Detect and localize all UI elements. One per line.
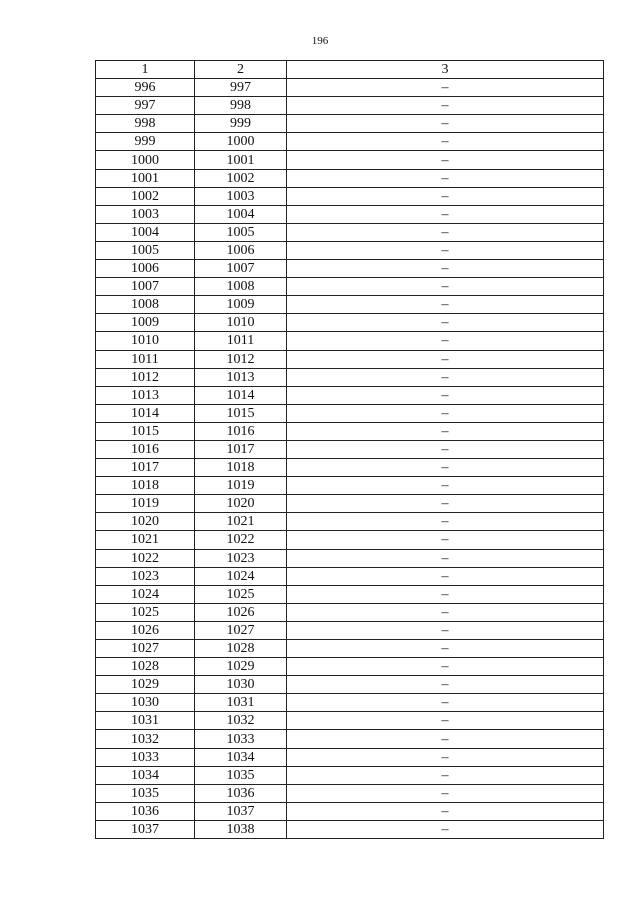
- cell-col1: 1001: [96, 169, 195, 187]
- cell-col1: 1010: [96, 332, 195, 350]
- cell-col1: 1020: [96, 513, 195, 531]
- cell-col2: 1034: [195, 748, 287, 766]
- cell-col2: 1010: [195, 314, 287, 332]
- column-header-2: 2: [195, 61, 287, 79]
- table-row: [96, 784, 604, 802]
- cell-col1: 1012: [96, 368, 195, 386]
- cell-col1: 1008: [96, 296, 195, 314]
- cell-col1: 1017: [96, 459, 195, 477]
- cell-col2: 1001: [195, 151, 287, 169]
- cell-col3: –: [287, 223, 604, 241]
- table-row: [96, 802, 604, 820]
- cell-col2: 1025: [195, 585, 287, 603]
- cell-col2: 1003: [195, 187, 287, 205]
- cell-col3: –: [287, 205, 604, 223]
- cell-col3: –: [287, 115, 604, 133]
- column-header-1: 1: [96, 61, 195, 79]
- cell-col2: 1012: [195, 350, 287, 368]
- cell-col3: –: [287, 332, 604, 350]
- cell-col1: 1021: [96, 531, 195, 549]
- cell-col1: 1011: [96, 350, 195, 368]
- cell-col2: 1015: [195, 404, 287, 422]
- cell-col3: –: [287, 820, 604, 838]
- cell-col3: –: [287, 97, 604, 115]
- cell-col1: 1003: [96, 205, 195, 223]
- cell-col2: 1005: [195, 223, 287, 241]
- cell-col2: 1007: [195, 260, 287, 278]
- cell-col2: 1038: [195, 820, 287, 838]
- cell-col3: –: [287, 477, 604, 495]
- table-row: [96, 440, 604, 458]
- cell-col2: 1022: [195, 531, 287, 549]
- cell-col2: 1030: [195, 676, 287, 694]
- table-row: [96, 513, 604, 531]
- table-row: [96, 730, 604, 748]
- cell-col2: 1008: [195, 278, 287, 296]
- cell-col3: –: [287, 531, 604, 549]
- cell-col2: 1020: [195, 495, 287, 513]
- table-row: [96, 205, 604, 223]
- cell-col3: –: [287, 766, 604, 784]
- cell-col2: 1009: [195, 296, 287, 314]
- column-header-3: 3: [287, 61, 604, 79]
- cell-col3: –: [287, 603, 604, 621]
- cell-col3: –: [287, 79, 604, 97]
- cell-col3: –: [287, 350, 604, 368]
- table-row: [96, 97, 604, 115]
- cell-col1: 1015: [96, 422, 195, 440]
- cell-col1: 998: [96, 115, 195, 133]
- cell-col1: 996: [96, 79, 195, 97]
- cell-col2: 1031: [195, 694, 287, 712]
- cell-col1: 1013: [96, 386, 195, 404]
- cell-col1: 1007: [96, 278, 195, 296]
- table-row: [96, 640, 604, 658]
- table-row: [96, 79, 604, 97]
- cell-col1: 1018: [96, 477, 195, 495]
- cell-col2: 1017: [195, 440, 287, 458]
- cell-col2: 1033: [195, 730, 287, 748]
- table-row: [96, 766, 604, 784]
- cell-col3: –: [287, 585, 604, 603]
- table-row: [96, 459, 604, 477]
- cell-col1: 1034: [96, 766, 195, 784]
- cell-col2: 1024: [195, 567, 287, 585]
- cell-col3: –: [287, 748, 604, 766]
- cell-col3: –: [287, 640, 604, 658]
- table-row: [96, 133, 604, 151]
- cell-col1: 1037: [96, 820, 195, 838]
- table-row: [96, 694, 604, 712]
- cell-col2: 1006: [195, 241, 287, 259]
- cell-col3: –: [287, 187, 604, 205]
- cell-col3: –: [287, 404, 604, 422]
- cell-col3: –: [287, 422, 604, 440]
- table-row: [96, 386, 604, 404]
- table-row: [96, 621, 604, 639]
- table-row: [96, 477, 604, 495]
- header-row: [96, 61, 604, 79]
- table-row: [96, 676, 604, 694]
- cell-col1: 1035: [96, 784, 195, 802]
- cell-col2: 1027: [195, 621, 287, 639]
- table-row: [96, 350, 604, 368]
- cell-col3: –: [287, 802, 604, 820]
- cell-col2: 1037: [195, 802, 287, 820]
- cell-col2: 1029: [195, 658, 287, 676]
- cell-col3: –: [287, 567, 604, 585]
- cell-col2: 1016: [195, 422, 287, 440]
- cell-col1: 1002: [96, 187, 195, 205]
- table-row: [96, 151, 604, 169]
- table-row: [96, 278, 604, 296]
- table-row: [96, 404, 604, 422]
- cell-col3: –: [287, 151, 604, 169]
- cell-col1: 1032: [96, 730, 195, 748]
- cell-col3: –: [287, 386, 604, 404]
- cell-col3: –: [287, 368, 604, 386]
- cell-col3: –: [287, 694, 604, 712]
- table-row: [96, 567, 604, 585]
- cell-col3: –: [287, 730, 604, 748]
- cell-col2: 1002: [195, 169, 287, 187]
- cell-col2: 1032: [195, 712, 287, 730]
- cell-col2: 1004: [195, 205, 287, 223]
- table-row: [96, 260, 604, 278]
- cell-col1: 1014: [96, 404, 195, 422]
- cell-col1: 1036: [96, 802, 195, 820]
- table-row: [96, 314, 604, 332]
- cell-col3: –: [287, 658, 604, 676]
- cell-col1: 1004: [96, 223, 195, 241]
- cell-col3: –: [287, 495, 604, 513]
- table-row: [96, 820, 604, 838]
- cell-col2: 1026: [195, 603, 287, 621]
- table-row: [96, 241, 604, 259]
- cell-col3: –: [287, 549, 604, 567]
- cell-col1: 1028: [96, 658, 195, 676]
- table-row: [96, 549, 604, 567]
- cell-col1: 1016: [96, 440, 195, 458]
- table-row: [96, 658, 604, 676]
- cell-col1: 1026: [96, 621, 195, 639]
- cell-col1: 1022: [96, 549, 195, 567]
- cell-col1: 1025: [96, 603, 195, 621]
- table-row: [96, 603, 604, 621]
- cell-col2: 1021: [195, 513, 287, 531]
- cell-col1: 1029: [96, 676, 195, 694]
- cell-col2: 1028: [195, 640, 287, 658]
- cell-col2: 1023: [195, 549, 287, 567]
- cell-col3: –: [287, 513, 604, 531]
- cell-col3: –: [287, 440, 604, 458]
- cell-col2: 1019: [195, 477, 287, 495]
- cell-col3: –: [287, 133, 604, 151]
- cell-col2: 1011: [195, 332, 287, 350]
- cell-col3: –: [287, 260, 604, 278]
- cell-col2: 997: [195, 79, 287, 97]
- cell-col1: 997: [96, 97, 195, 115]
- table-row: [96, 169, 604, 187]
- cell-col1: 1005: [96, 241, 195, 259]
- data-table: [95, 60, 604, 839]
- cell-col2: 1018: [195, 459, 287, 477]
- cell-col1: 1033: [96, 748, 195, 766]
- cell-col3: –: [287, 296, 604, 314]
- table-row: [96, 296, 604, 314]
- cell-col3: –: [287, 169, 604, 187]
- table-row: [96, 531, 604, 549]
- cell-col3: –: [287, 241, 604, 259]
- cell-col1: 1030: [96, 694, 195, 712]
- cell-col3: –: [287, 621, 604, 639]
- table-row: [96, 495, 604, 513]
- table-row: [96, 585, 604, 603]
- cell-col2: 1035: [195, 766, 287, 784]
- page-number: 196: [311, 35, 329, 47]
- cell-col1: 1019: [96, 495, 195, 513]
- cell-col1: 1009: [96, 314, 195, 332]
- cell-col3: –: [287, 712, 604, 730]
- cell-col1: 1000: [96, 151, 195, 169]
- cell-col2: 1000: [195, 133, 287, 151]
- cell-col1: 1023: [96, 567, 195, 585]
- cell-col1: 1031: [96, 712, 195, 730]
- cell-col3: –: [287, 459, 604, 477]
- cell-col2: 998: [195, 97, 287, 115]
- cell-col1: 999: [96, 133, 195, 151]
- cell-col3: –: [287, 676, 604, 694]
- table-header: [96, 61, 604, 79]
- table-row: [96, 422, 604, 440]
- cell-col2: 1013: [195, 368, 287, 386]
- cell-col2: 999: [195, 115, 287, 133]
- table-row: [96, 712, 604, 730]
- table-row: [96, 368, 604, 386]
- table-body: [96, 79, 604, 839]
- cell-col3: –: [287, 314, 604, 332]
- cell-col3: –: [287, 784, 604, 802]
- table-row: [96, 187, 604, 205]
- cell-col3: –: [287, 278, 604, 296]
- table-row: [96, 748, 604, 766]
- cell-col1: 1027: [96, 640, 195, 658]
- cell-col1: 1024: [96, 585, 195, 603]
- cell-col1: 1006: [96, 260, 195, 278]
- table-row: [96, 332, 604, 350]
- cell-col2: 1014: [195, 386, 287, 404]
- cell-col2: 1036: [195, 784, 287, 802]
- table-row: [96, 115, 604, 133]
- table-row: [96, 223, 604, 241]
